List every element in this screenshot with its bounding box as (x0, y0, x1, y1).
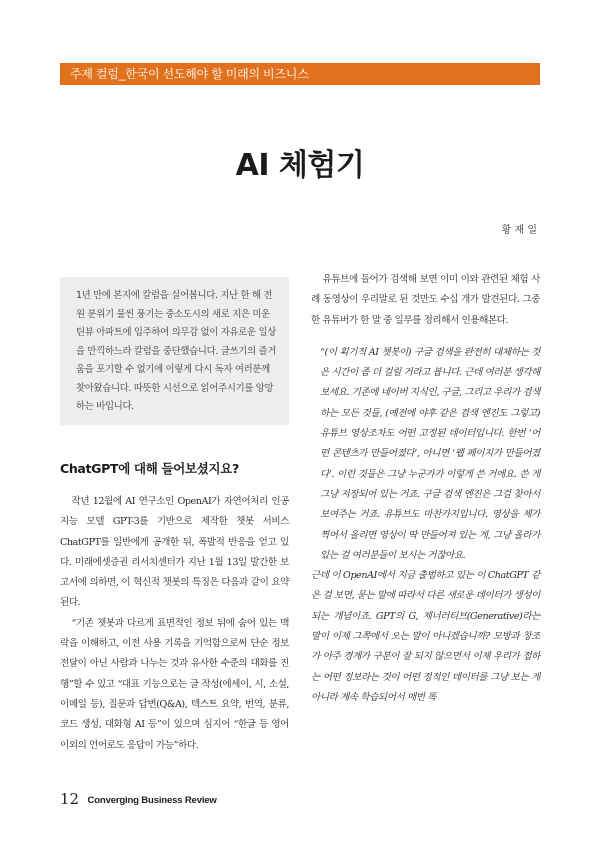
page-number: 12 (60, 790, 80, 808)
article-title: AI 체험기 (235, 148, 365, 183)
right-column (311, 270, 540, 708)
quote-paragraph: “(이 획기적 AI 챗봇이) 구글 검색을 완전히 대체하는 것은 시간이 좀 더 걸릴 거라고 봅니다. 근데 여러분 생각해보세요. 기존에 네이버 지식인, 구글, 그리고 우리가 검색하는 모든 것들, (예전에 야후 같은 검색 엔진도 그렇고) 유튜브 영상조차도 어떤 고정된 데이터입니다. 한번 ‘어떤 콘텐츠가 만들어졌다’, 아니면 ‘웹 페이지가 만들어졌다’. 이런 것들은 그냥 누군가가 이렇게 쓴 거에요. 쓴 게 그냥 저장되어 있는 거죠. 구글 검색 엔진은 그걸 찾아서 보여주는 거죠. 유튜브도 마찬가지입니다. 영상을 제가 찍어서 올리면 영상이 딱 만들어져 있는 게, 그냥 올라가 있는 걸 여러분들이 보시는 거잖아요. (320, 346, 540, 561)
publication-name: Converging Business Review (87, 795, 217, 806)
left-column (60, 492, 289, 756)
body-paragraph: 작년 12월에 AI 연구소인 OpenAI가 자연어처리 인공지능 모델 GPT-3를 기반으로 제작한 챗봇 서비스 ChatGPT를 일반에게 공개한 뒤, 폭발적 반응을 얻고 있다. 미래에셋증권 리서치센터가 지난 1월 13일 발간한 보고서에 의하면, 이 혁신적 챗봇의 특징은 다음과 같이 요약된다. (60, 496, 289, 609)
quote-continuation: 근데 이 OpenAI에서 지금 출범하고 있는 이 ChatGPT 같은 걸 보면, 묻는 말에 따라서 다른 새로운 데이터가 생성이 되는 개념이죠. GPT의 G, 제너러티브(Generative)라는 말이 이제 그쪽에서 오는 말이 아니겠습니까? 모방과 창조가 아주 경계가 구분이 잘 되지 않으면서 이제 우리가 접하는 어떤 정보라는 것이 어떤 정적인 데이터를 그냥 보는 게 아니라 계속 학습되어서 매번 똑 (311, 570, 540, 703)
section-subheading: ChatGPT에 대해 들어보셨지요? (60, 461, 239, 476)
body-paragraph: “기존 챗봇과 다르게 표면적인 정보 뒤에 숨어 있는 맥락을 이해하고, 이전 사용 기록을 기억함으로써 단순 정보 전달이 아닌 사람과 나누는 것과 유사한 수준의 대화를 진행”할 수 있고 “대표 기능으로는 글 작성(에세이, 시, 소설, 이메일 등), 질문과 답변(Q&A), 텍스트 요약, 번역, 분류, 코드 생성, 대화형 AI 등”이 있으며 심지어 “한글 등 영어 이외의 언어로도 응답이 가능”하다. (60, 617, 289, 751)
intro-box: 1년 만에 본지에 칼럼을 실어봅니다. 지난 한 해 전원 분위기 물씬 풍기는 중소도시의 새로 지은 미운 틴뷰 아파트에 입주하여 의무감 없이 자유로운 일상을 만끽하느라 칼럼을 중단했습니다. 글쓰기의 즐거움을 포기할 수 없기에 이렇게 다시 독자 여러분께 찾아왔습니다. 따뜻한 시선으로 읽어주시기를 앙망하는 바입니다. (60, 277, 289, 425)
body-paragraph: 유튜브에 들어가 검색해 보면 이미 이와 관련된 체험 사례 동영상이 우리말로 된 것만도 수십 개가 발견된다. 그중 한 유튜버가 한 말 중 일부를 정리해서 인용해본다. (311, 274, 540, 326)
section-banner: 주제 컬럼_한국이 선도해야 할 미래의 비즈니스 (60, 63, 540, 85)
author-name: 황 재 일 (501, 225, 537, 236)
page-footer (60, 790, 217, 808)
